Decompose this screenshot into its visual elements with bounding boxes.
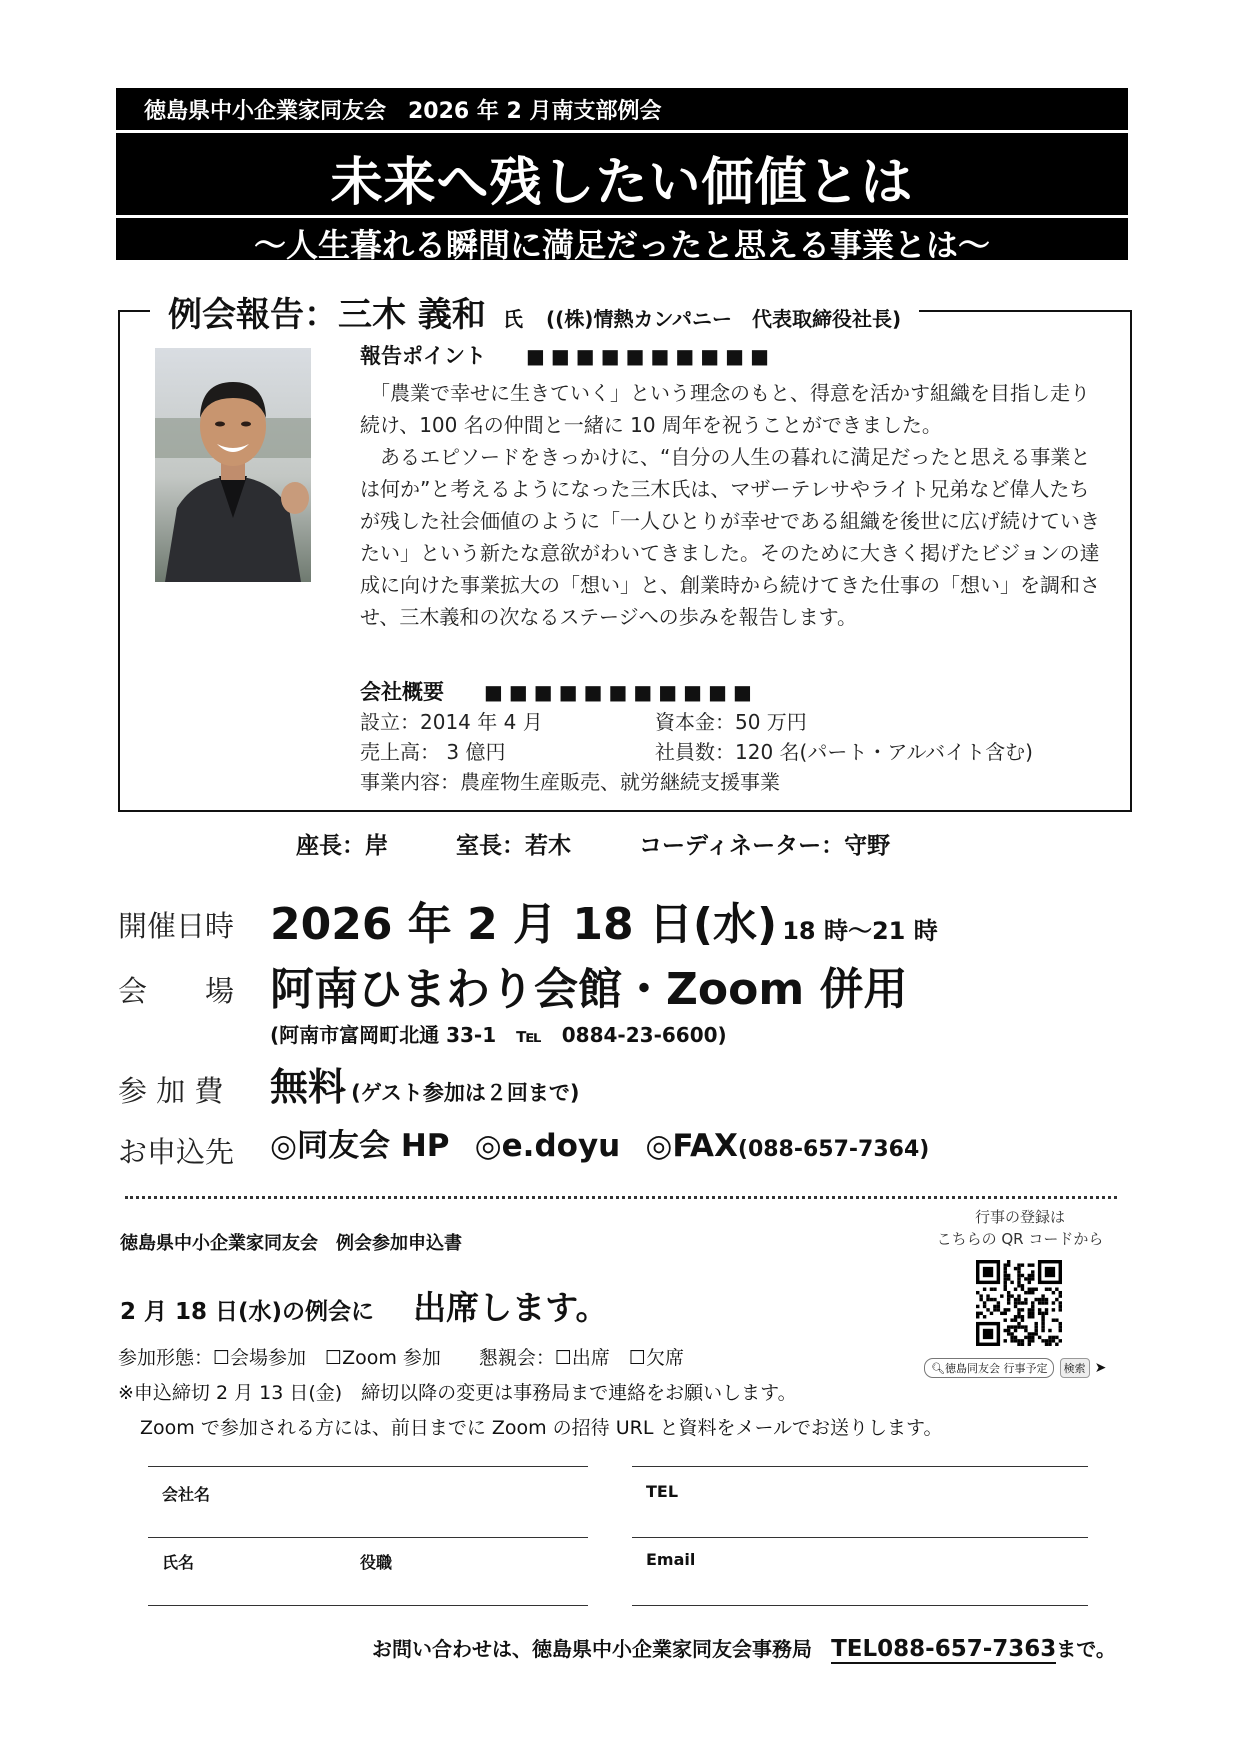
apply-fax-number: (088-657-7364) [737,1137,930,1162]
form-line [632,1605,1088,1606]
footer-inquiry-text: お問い合わせは、徳島県中小企業家同友会事務局 [372,1637,812,1661]
tel-field[interactable] [632,1500,1088,1536]
decorative-squares: ■■■■■■■■■■ [526,344,775,368]
search-button[interactable]: 検索 [1060,1358,1090,1378]
form-line [148,1537,588,1538]
cursor-icon: ➤ [1094,1360,1107,1376]
form-line [148,1466,588,1467]
company-business: 事業内容：農産物生産販売、就労継続支援事業 [360,770,780,794]
search-box[interactable] [924,1358,1054,1378]
apply-edoyu: ◎e.doyu [474,1128,621,1164]
company-overview-title: 会社概要 [360,680,444,704]
role-coordinator: コーディネーター：守野 [639,833,891,859]
company-sales: 売上高： 3 億円 [360,740,506,764]
company-founded: 設立：2014 年 4 月 [360,710,543,734]
header-banner [116,88,1128,264]
role-chair: 座長：岸 [296,833,388,859]
event-date [270,888,938,952]
name-field[interactable] [148,1568,588,1604]
company-name-label: 会社名 [162,1485,211,1504]
name-label: 氏名 [162,1553,195,1572]
attendance-statement [120,1282,609,1329]
fee-note: (ゲスト参加は２回まで) [351,1081,580,1105]
venue-label: 会 場 [118,974,235,1008]
apply-methods [270,1120,929,1165]
company-employees: 社員数：120 名(パート・アルバイト含む) [655,740,1033,764]
attendance-confirm: 出席します。 [413,1288,609,1327]
venue-address: (阿南市富岡町北通 33-1 ℡ 0884-23-6600) [270,1023,727,1047]
footer-suffix: まで。 [1056,1637,1116,1661]
form-line [632,1537,1088,1538]
fee [270,1056,579,1111]
header-divider [116,215,1128,218]
reporter-name: 例会報告：三木 義和 [168,295,486,335]
page-subtitle: 〜人生暮れる瞬間に満足だったと思える事業とは〜 [253,226,990,264]
report-paragraph: 「農業で幸せに生きていく」という理念のもと、得意を活かす組織を目指し走り続け、100 名の仲間と一緒に 10 周年を祝うことができました。 あるエピソードをきっかけに、“自分の人生の暮れに満足だったと思える事業とは何か”と考えるようになった三木氏は、マザーテレサやライト兄弟など偉人たちが残した社会価値のように「一人ひとりが幸せである組織を後世に広げ続けていきたい」という新たな意欲がわいてきました。そのために大きく掲げたビジョンの達成に向けた事業拡大の「想い」と、創業時から続けてきた仕事の「想い」を調和させ、三木義和の次なるステージへの歩みを報告します。 [360,381,1100,629]
date-label: 開催日時 [118,909,235,943]
qr-code[interactable] [976,1260,1062,1346]
fee-label: 参 加 費 [118,1074,224,1108]
position-label: 役職 [360,1553,393,1572]
report-points-title: 報告ポイント [360,344,486,368]
qr-caption [925,1206,1115,1250]
report-points-heading [360,340,775,370]
header-divider [116,130,1128,133]
search-text: 徳島同友会 行事予定 [944,1362,1048,1375]
apply-fax: ◎FAX [645,1128,738,1164]
form-line [632,1466,1088,1467]
report-points-body [360,377,1102,633]
email-label: Email [646,1550,696,1569]
event-series-label: 徳島県中小企業家同友会 2026 年 2 月南支部例会 [144,99,662,124]
company-overview-heading [360,676,758,706]
search-bar[interactable] [924,1357,1106,1378]
reporter-company-title: ((株)情熱カンパニー 代表取締役社長) [546,307,902,331]
apply-label: お申込先 [118,1135,235,1169]
company-capital: 資本金：50 万円 [655,710,807,734]
decorative-squares: ■■■■■■■■■■■ [484,680,758,704]
apply-hp: ◎同友会 HP [270,1128,450,1164]
email-field[interactable] [632,1568,1088,1604]
form-line [148,1605,588,1606]
tel-label: TEL [646,1482,679,1501]
reporter-heading [150,287,919,336]
qr-caption-line2: こちらの QR コードから [936,1230,1104,1248]
participation-options[interactable]: 参加形態：☐会場参加 ☐Zoom 参加 懇親会：☐出席 ☐欠席 [118,1347,684,1369]
deadline-note: ※申込締切 2 月 13 日(金) 締切以降の変更は事務局まで連絡をお願いします。 [118,1382,797,1404]
qr-caption-line1: 行事の登録は [974,1208,1065,1226]
attendance-date: 2 月 18 日(水)の例会に [120,1299,375,1325]
meeting-roles [296,827,890,860]
role-room-chief: 室長：若木 [456,833,571,859]
event-time-value: 18 時〜21 時 [782,917,938,945]
footer-inquiry [372,1633,1116,1662]
cut-line [125,1196,1117,1199]
page-title: 未来へ残したい価値とは [330,153,914,213]
company-name-field[interactable] [148,1500,588,1536]
footer-tel: TEL088-657-7363 [831,1636,1057,1662]
venue-value: 阿南ひまわり会館・Zoom 併用 [270,964,908,1015]
reporter-honorific: 氏 [502,307,523,331]
reporter-photo [155,348,311,582]
form-title: 徳島県中小企業家同友会 例会参加申込書 [120,1233,462,1254]
fee-value: 無料 [270,1065,347,1109]
event-date-value: 2026 年 2 月 18 日(水) [270,899,778,950]
search-icon: 🔍︎ [931,1362,945,1375]
zoom-note: Zoom で参加される方には、前日までに Zoom の招待 URL と資料をメールでお送りします。 [140,1417,943,1439]
